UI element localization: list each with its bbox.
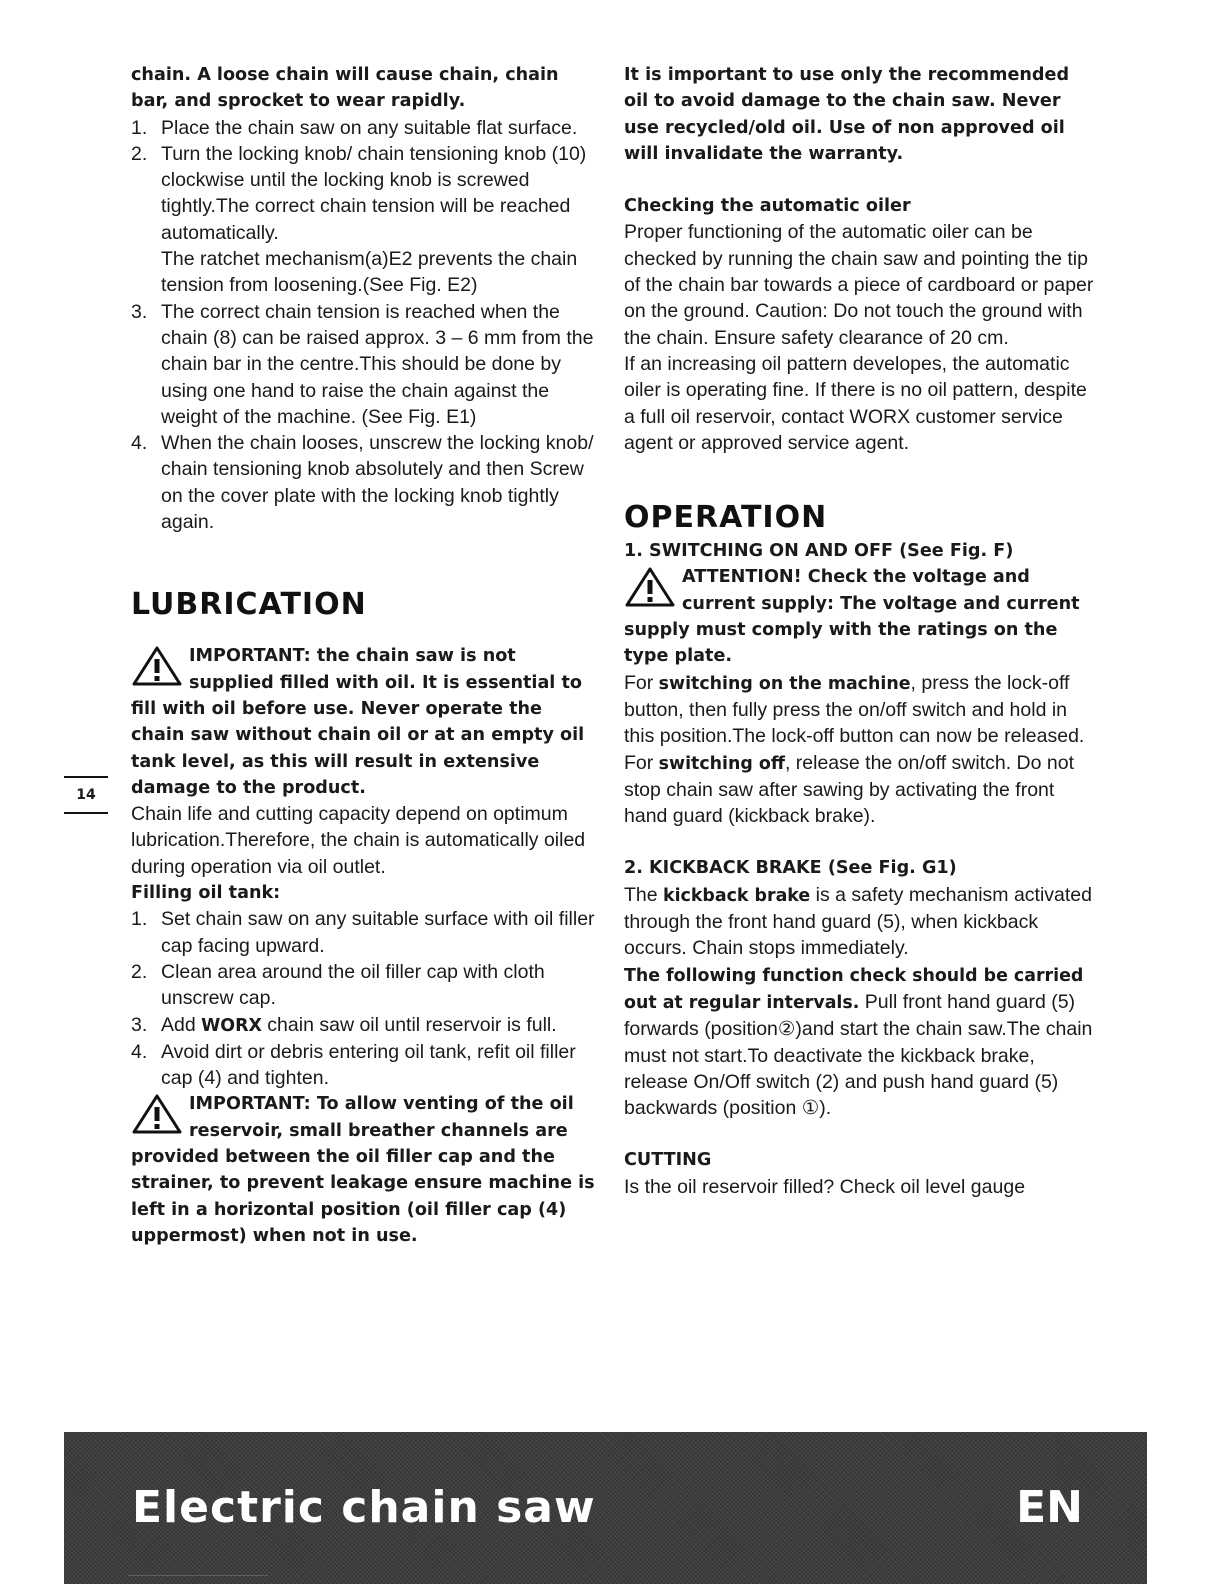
- list-item: 1. Place the chain saw on any suitable flat surface.: [131, 116, 578, 139]
- chain-wear-warning: chain. A loose chain will cause chain, chain bar, and sprocket to wear rapidly.: [131, 65, 559, 112]
- switch-on-text: For switching on the machine, press the lock-off button, then fully press the on/off switch and hold in this position.The lock-off button can now be released.: [624, 671, 1085, 748]
- language-code: EN: [1016, 1482, 1083, 1533]
- footer-banner: [64, 1432, 1147, 1584]
- lubrication-heading: LUBRICATION: [131, 587, 367, 623]
- footer-underline: [128, 1575, 268, 1576]
- footer-title: Electric chain saw: [132, 1482, 596, 1533]
- switching-heading: 1. SWITCHING ON AND OFF (See Fig. F): [624, 541, 1014, 562]
- right-column: [624, 62, 1094, 1200]
- oil-warning: It is important to use only the recommended oil to avoid damage to the chain saw. Never use recycled/old oil. Use of non approved oil will invalidate the warranty.: [624, 65, 1070, 164]
- attention-warning: ATTENTION! Check the voltage and current supply: The voltage and current supply must comply with the ratings on the type plate.: [624, 567, 1080, 667]
- list-item: 2. Clean area around the oil filler cap with cloth unscrew cap.: [131, 960, 545, 1010]
- page-number-rule-bottom: [64, 812, 108, 814]
- list-item: 1. Set chain saw on any suitable surface with oil filler cap facing upward.: [131, 908, 595, 957]
- important-vent-warning: IMPORTANT: To allow venting of the oil reservoir, small breather channels are provided between the oil filler cap and the strainer, to prevent leakage ensure machine is left in a horizontal position (oil filler cap (4) uppermost) when not in use.: [131, 1094, 595, 1246]
- filling-steps: [131, 906, 596, 1091]
- operation-heading: OPERATION: [624, 500, 828, 536]
- cutting-heading: CUTTING: [624, 1150, 712, 1171]
- important-oil-warning: IMPORTANT: the chain saw is not supplied filled with oil. It is essential to fill with oil before use. Never operate the chain saw without chain oil or at an empty oil tank level, as this will result in extensive damage to the product.: [131, 646, 585, 798]
- list-item: 4. Avoid dirt or debris entering oil tank, refit oil filler cap (4) and tighten.: [131, 1040, 576, 1090]
- function-check-text: The following function check should be carried out at regular intervals. Pull front hand guard (5) forwards (position②)and start the chain saw.The chain must not start.To deactivate the kickback brake, release On/Off switch (2) and push hand guard (5) backwards (position ①).: [624, 965, 1093, 1120]
- oiler-heading: Checking the automatic oiler: [624, 196, 911, 217]
- left-column: [131, 62, 596, 1249]
- oiler-text-2: If an increasing oil pattern developes, the automatic oiler is operating fine. If there is no oil pattern, despite a full oil reservoir, contact WORX customer service agent or approved service agent.: [624, 352, 1087, 454]
- switch-off-text: For switching off, release the on/off switch. Do not stop chain saw after sawing by activating the front hand guard (kickback brake).: [624, 751, 1074, 828]
- list-item: 3. The correct chain tension is reached when the chain (8) can be raised approx. 3 – 6 mm from the chain bar in the centre.This should be done by using one hand to raise the chain against the weight of the machine. (See Fig. E1): [131, 300, 594, 428]
- chain-tension-steps: [131, 115, 596, 536]
- page-number-label: 14: [76, 787, 96, 803]
- warning-triangle-icon: [624, 566, 676, 608]
- cutting-text: Is the oil reservoir filled? Check oil level gauge: [624, 1175, 1026, 1198]
- list-item: 4. When the chain looses, unscrew the locking knob/ chain tensioning knob absolutely and then Screw on the cover plate with the locking knob tightly again.: [131, 432, 594, 534]
- warning-triangle-icon: [131, 1093, 183, 1135]
- warning-triangle-icon: [131, 645, 183, 687]
- kickback-heading: 2. KICKBACK BRAKE (See Fig. G1): [624, 858, 957, 879]
- filling-heading: Filling oil tank:: [131, 883, 281, 904]
- oiler-text: Proper functioning of the automatic oiler can be checked by running the chain saw and pointing the tip of the chain bar towards a piece of cardboard or paper on the ground. Caution: Do not touch the ground with the chain. Ensure safety clearance of 20 cm.: [624, 221, 1094, 349]
- page-number: [64, 776, 108, 814]
- list-item: 3. Add WORX chain saw oil until reservoir is full.: [131, 1013, 557, 1036]
- chain-life-text: Chain life and cutting capacity depend on optimum lubrication.Therefore, the chain is automatically oiled during operation via oil outlet.: [131, 803, 586, 878]
- kickback-text: The kickback brake is a safety mechanism activated through the front hand guard (5), when kickback occurs. Chain stops immediately.: [624, 883, 1092, 960]
- list-item: 2. Turn the locking knob/ chain tensioning knob (10) clockwise until the locking knob is screwed tightly.The correct chain tension will be reached automatically. The ratchet mechanism(a)E2 prevents the chain tension from loosening.(See Fig. E2): [131, 142, 587, 297]
